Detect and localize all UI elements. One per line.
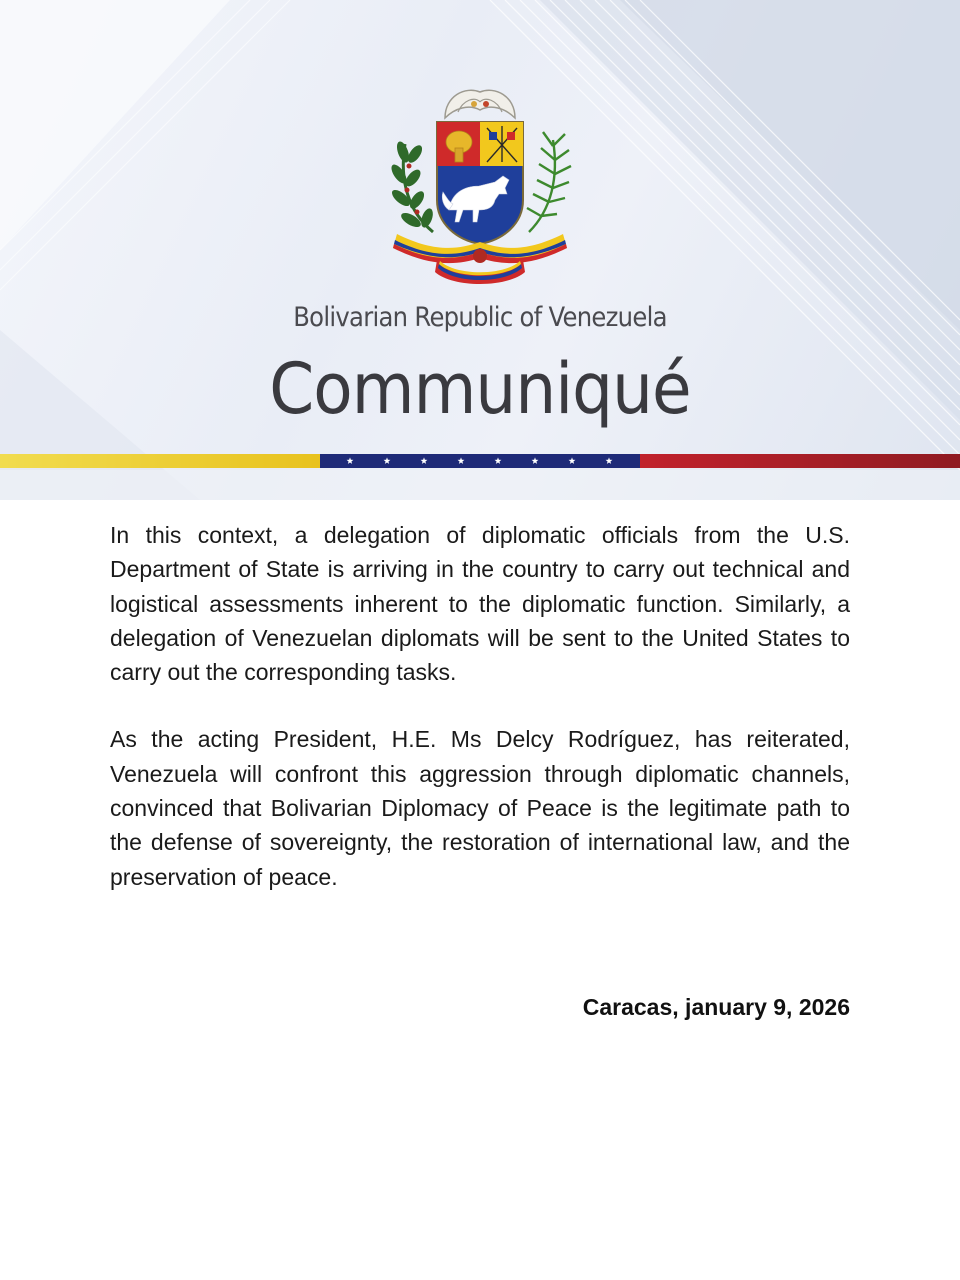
body-paragraph: As the acting President, H.E. Ms Delcy Rodríguez, has reiterated, Venezuela will confront this aggression through diplomatic channels, convinced that Bolivarian Diplomacy of Peace is the legitimate path to the defense of sovereignty, the restoration of international law, and the preservation of peace. — [110, 726, 850, 890]
star-icon — [458, 457, 465, 464]
star-icon — [421, 457, 428, 464]
page-title: Communiqué — [269, 348, 691, 430]
stripe-red — [640, 454, 960, 468]
dateline: Caracas, january 9, 2026 — [582, 994, 850, 1020]
tricolor-stripe — [0, 454, 960, 468]
star-icon — [384, 457, 391, 464]
star-icon — [532, 457, 539, 464]
header-subtitle: Bolivarian Republic of Venezuela — [293, 302, 667, 333]
palm-branch-icon — [527, 132, 571, 232]
laurel-branch-icon — [389, 140, 436, 232]
star-icon — [495, 457, 502, 464]
star-row-icon — [320, 454, 640, 468]
body-paragraph: In this context, a delegation of diplomatic officials from the U.S. Department of State is arriving in the country to carry out technical and logistical assessments inherent to the diplomatic function. Similarly, a delegation of Venezuelan diplomats will be sent to the United States to carry out the corresponding tasks. — [110, 522, 850, 686]
star-icon — [606, 457, 613, 464]
shield-icon — [437, 122, 523, 244]
stripe-yellow — [0, 454, 320, 468]
star-icon — [347, 457, 354, 464]
star-icon — [569, 457, 576, 464]
communique-header — [0, 0, 960, 500]
cornucopia-icon — [445, 90, 515, 118]
stripe-blue — [320, 454, 640, 468]
communique-body — [110, 518, 850, 894]
venezuela-coat-of-arms-icon — [383, 82, 577, 288]
